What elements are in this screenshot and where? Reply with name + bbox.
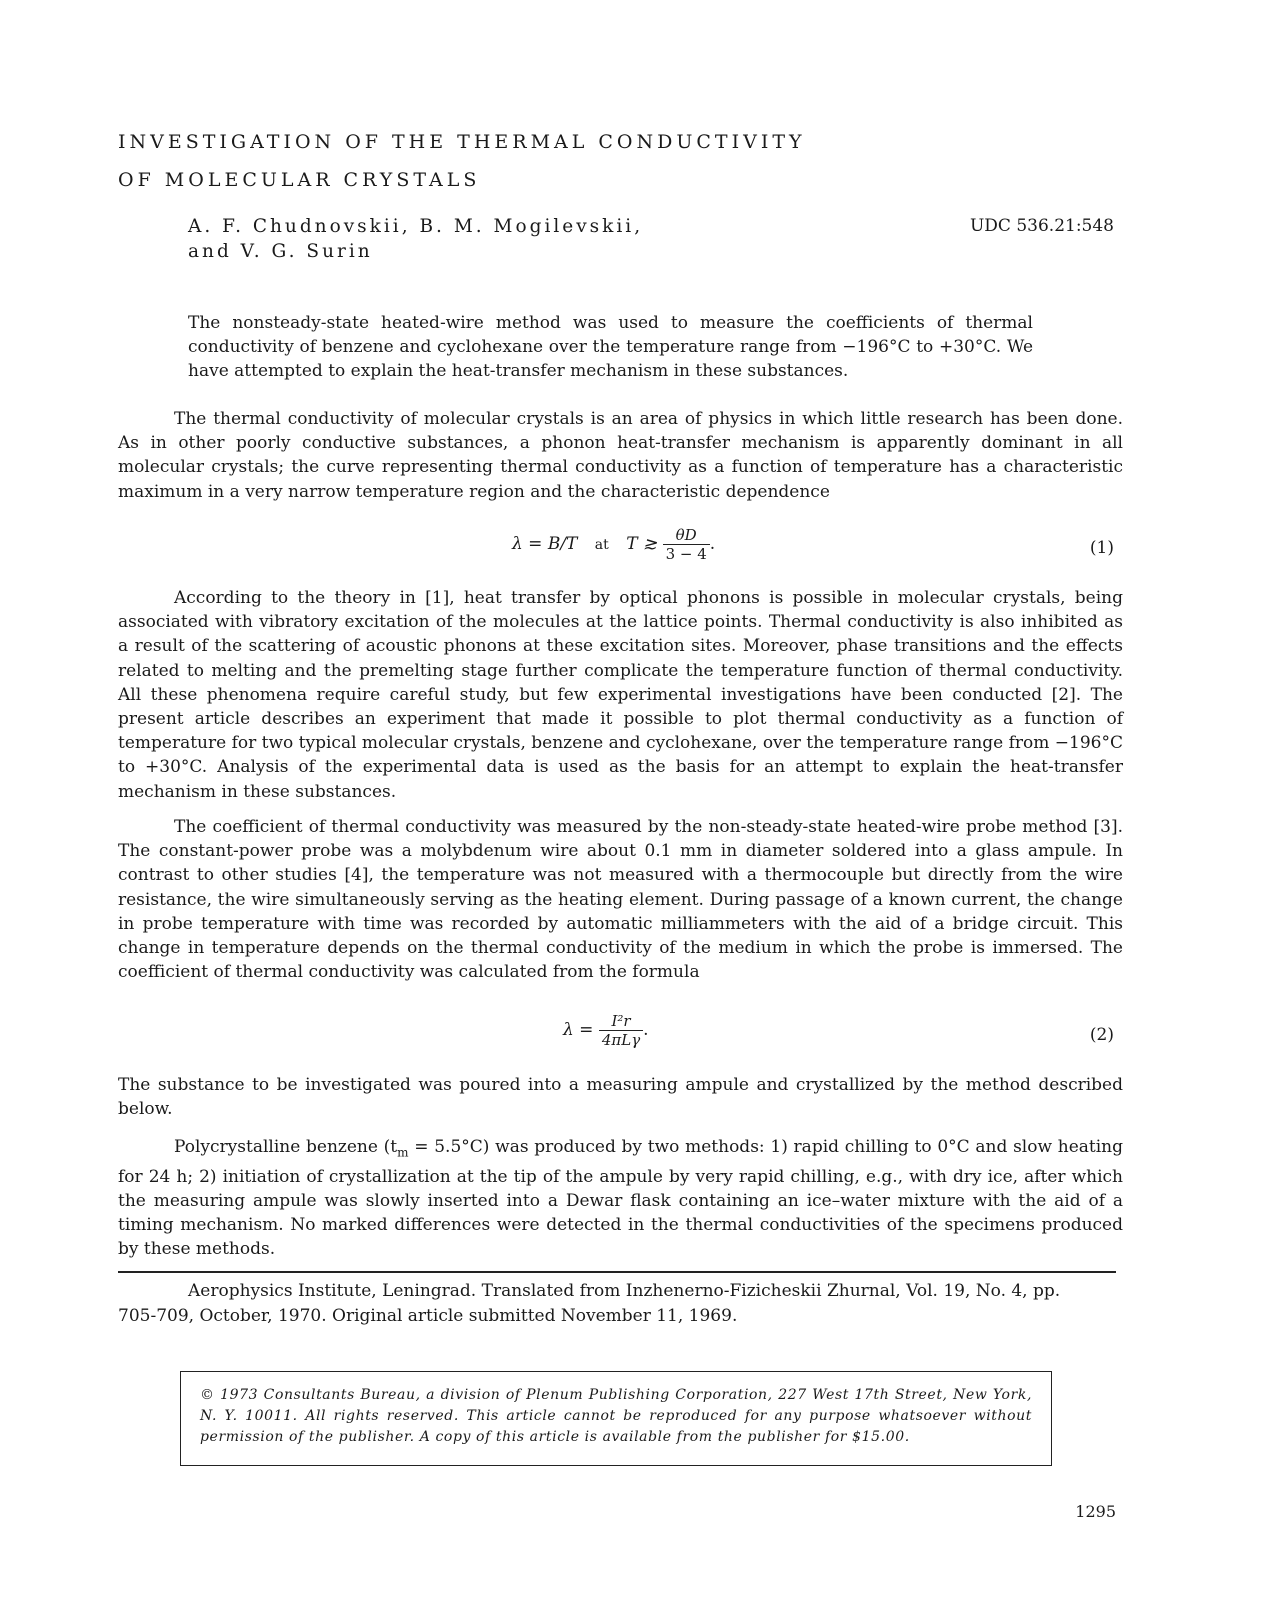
paragraph-text bbox=[118, 1135, 1123, 1261]
copyright-notice: © 1973 Consultants Bureau, a division of Plenum Publishing Corporation, 227 West 17th Street, New York, N. Y. 10011. All rights reserved. This article cannot be reproduced for any purpose whatsoever without permission of the publisher. A copy of this article is available from the publisher for $15.00. bbox=[200, 1387, 1032, 1445]
equation-2-numerator: I²r bbox=[599, 1012, 643, 1031]
page-number: 1295 bbox=[1075, 1502, 1116, 1521]
equation-2: λ = $\frac{\text{I²r}}{\text{4πLγ}}$ . bbox=[563, 1012, 649, 1049]
footnote-rule bbox=[118, 1271, 1116, 1273]
equation-1-lhs: λ = B/T bbox=[512, 534, 578, 554]
body-paragraph-3 bbox=[118, 815, 1123, 984]
equation-1-numerator: θD bbox=[663, 526, 710, 545]
paragraph-text: The coefficient of thermal conductivity was measured by the non-steady-state heated-wire probe method [3]. The constant-power probe was a molybdenum wire about 0.1 mm in diameter soldered into a glass ampule. In contrast to other studies [4], the temperature was not measured with a thermocouple but directly from the wire resistance, the wire simultaneously serving as the heating element. During passage of a known current, the change in probe temperature with time was recorded by automatic milliammeters with the aid of a bridge circuit. This change in temperature depends on the thermal conductivity of the medium in which the probe is immersed. The coefficient of thermal conductivity was calculated from the formula bbox=[118, 817, 1123, 983]
paragraph-text: The substance to be investigated was poured into a measuring ampule and crystallized by the method described below. bbox=[118, 1075, 1123, 1120]
equation-2-number: (2) bbox=[1089, 1025, 1114, 1045]
melting-point-subscript: m bbox=[397, 1145, 409, 1160]
equation-2-lhs: λ = bbox=[563, 1020, 594, 1040]
body-paragraph-5 bbox=[118, 1135, 1123, 1261]
udc-code: UDC 536.21:548 bbox=[969, 216, 1114, 236]
equation-1-condition: T ≳ bbox=[626, 534, 658, 554]
paragraph-5-lead: Polycrystalline benzene (t bbox=[174, 1137, 398, 1157]
equation-1-denominator: 3 − 4 bbox=[665, 545, 707, 563]
equation-1-at: at bbox=[594, 537, 609, 553]
paragraph-text: The thermal conductivity of molecular crystals is an area of physics in which little research has been done. As in other poorly conductive substances, a phonon heat-transfer mechanism is apparently dominant in all molecular crystals; the curve representing thermal conductivity as a function of temperature has a characteristic maximum in a very narrow temperature region and the characteristic dependence bbox=[118, 409, 1123, 502]
body-paragraph-1 bbox=[118, 407, 1123, 504]
abstract-text: The nonsteady-state heated-wire method was used to measure the coefficients of thermal conductivity of benzene and cyclohexane over the temperature range from −196°C to +30°C. We have attempted to explain the heat-transfer mechanism in these substances. bbox=[188, 313, 1033, 382]
body-paragraph-4 bbox=[118, 1073, 1123, 1121]
footnote bbox=[118, 1279, 1083, 1329]
paragraph-5-rest: = 5.5°C) was produced by two methods: 1) rapid chilling to 0°C and slow heating for 24 h; 2) initiation of crystallization at the tip of the ampule by very rapid chilling, e.g., with dry ice, after which the measuring ampule was slowly inserted into a Dewar flask containing an ice–water mixture with the aid of a timing mechanism. No marked differences were detected in the thermal conductivities of the specimens produced by these methods. bbox=[118, 1137, 1123, 1260]
abstract bbox=[188, 311, 1033, 384]
authors-line-1: A. F. Chudnovskii, B. M. Mogilevskii, bbox=[188, 216, 644, 237]
body-paragraph-2 bbox=[118, 586, 1123, 804]
paragraph-text: According to the theory in [1], heat transfer by optical phonons is possible in molecular crystals, being associated with vibratory excitation of the molecules at the lattice points. Thermal conductivity is also inhibited as a result of the scattering of acoustic phonons at these excitation sites. Moreover, phase transitions and the effects related to melting and the premelting stage further complicate the temperature function of thermal conductivity. All these phenomena require careful study, but few experimental investigations have been conducted [2]. The present article describes an experiment that made it possible to plot thermal conductivity as a function of temperature for two typical molecular crystals, benzene and cyclohexane, over the temperature range from −196°C to +30°C. Analysis of the experimental data is used as the basis for an attempt to explain the heat-transfer mechanism in these substances. bbox=[118, 588, 1124, 802]
equation-2-denominator: 4πLγ bbox=[601, 1031, 641, 1049]
equation-1: λ = B/T at T ≳ $\frac{\theta D}{3 - 4}$ . bbox=[512, 526, 716, 563]
article-title-line-2: OF MOLECULAR CRYSTALS bbox=[118, 169, 481, 191]
authors-line-2: and V. G. Surin bbox=[188, 241, 373, 262]
article-title-line-1: INVESTIGATION OF THE THERMAL CONDUCTIVITY bbox=[118, 131, 806, 153]
equation-2-fraction bbox=[599, 1012, 643, 1049]
footnote-text: Aerophysics Institute, Leningrad. Translated from Inzhenerno-Fizicheskii Zhurnal, Vol. 19, No. 4, pp. 705-709, October, 1970. Original article submitted November 11, 1969. bbox=[118, 1281, 1061, 1326]
equation-1-number: (1) bbox=[1089, 538, 1114, 558]
equation-1-fraction bbox=[663, 526, 710, 563]
